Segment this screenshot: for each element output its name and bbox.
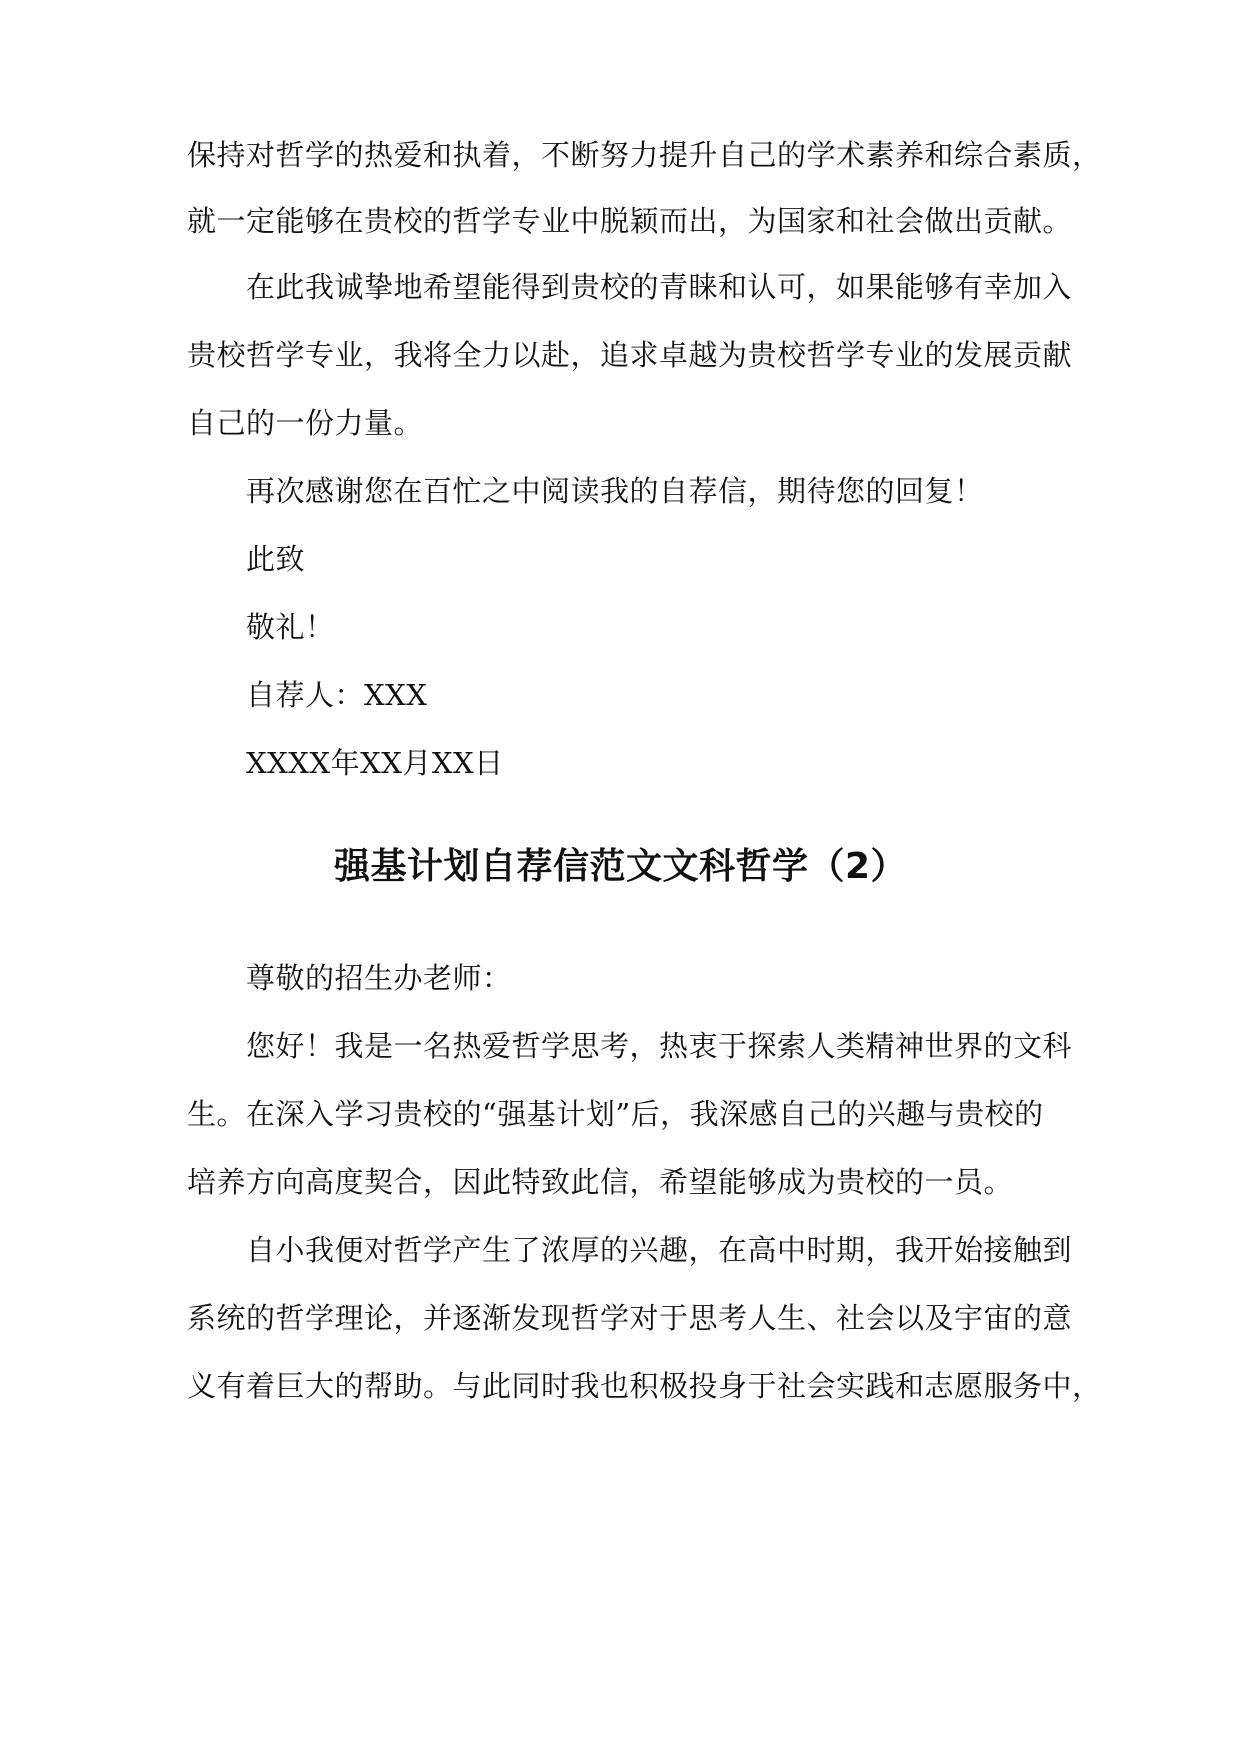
paragraph-line: 您好！我是一名热爱哲学思考，热衷于探索人类精神世界的文科 (246, 1029, 1073, 1063)
paragraph-line: 培养方向高度契合，因此特致此信，希望能够成为贵校的一员。 (187, 1165, 1014, 1199)
paragraph-line: 义有着巨大的帮助。与此同时我也积极投身于社会实践和志愿服务中， (187, 1369, 1102, 1403)
paragraph-line: 保持对哲学的热爱和执着，不断努力提升自己的学术素养和综合素质， (187, 138, 1102, 172)
signature-line: 自荐人：XXX (246, 678, 428, 712)
paragraph-line: 系统的哲学理论，并逐渐发现哲学对于思考人生、社会以及宇宙的意 (187, 1301, 1073, 1335)
paragraph-line: 在此我诚挚地希望能得到贵校的青睐和认可，如果能够有幸加入 (246, 270, 1073, 304)
paragraph-line: 生。在深入学习贵校的“强基计划”后，我深感自己的兴趣与贵校的 (187, 1097, 1044, 1131)
salutation-line: 尊敬的招生办老师： (246, 961, 512, 995)
date-line: XXXX年XX月XX日 (246, 746, 504, 780)
section-title: 强基计划自荐信范文文科哲学（2） (333, 846, 908, 887)
paragraph-line: 贵校哲学专业，我将全力以赴，追求卓越为贵校哲学专业的发展贡献 (187, 338, 1073, 372)
paragraph-line: 自小我便对哲学产生了浓厚的兴趣，在高中时期，我开始接触到 (246, 1233, 1073, 1267)
paragraph-line: 再次感谢您在百忙之中阅读我的自荐信，期待您的回复！ (246, 474, 984, 508)
closing-line: 此致 (246, 542, 306, 576)
paragraph-line: 自己的一份力量。 (187, 406, 424, 440)
closing-line: 敬礼！ (246, 610, 335, 644)
paragraph-line: 就一定能够在贵校的哲学专业中脱颖而出，为国家和社会做出贡献。 (187, 204, 1073, 238)
